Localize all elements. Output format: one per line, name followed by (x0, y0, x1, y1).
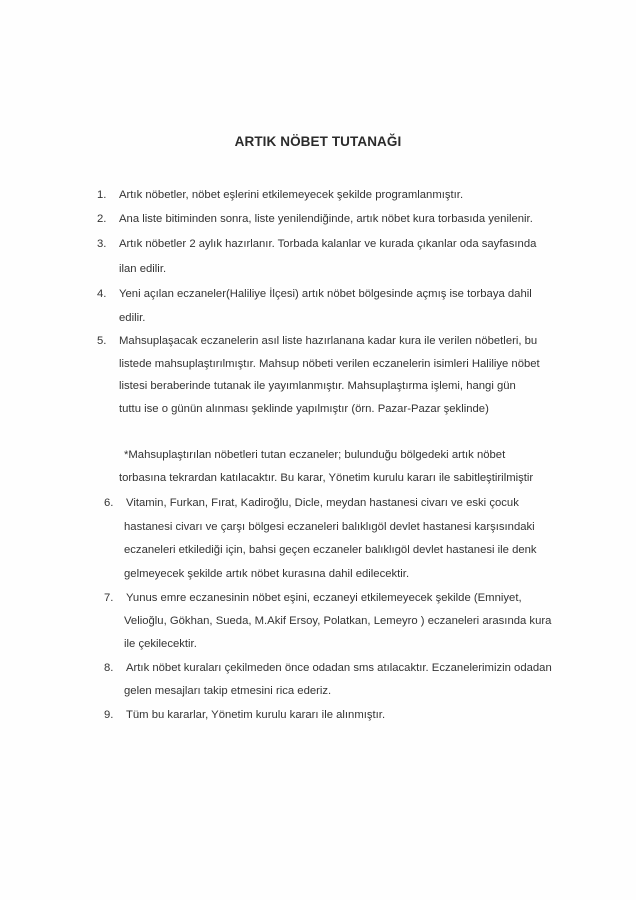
item-5-line-4: tuttu ise o günün alınması şeklinde yapılmıştır (örn. Pazar-Pazar şeklinde) (119, 403, 489, 415)
item-3-number: 3. (97, 238, 107, 250)
item-8-line-2: gelen mesajları takip etmesini rica ederiz. (124, 685, 332, 697)
note-line-1: *Mahsuplaştırılan nöbetleri tutan eczaneler; bulunduğu bölgedeki artık nöbet (124, 449, 506, 461)
item-7-number: 7. (104, 592, 114, 604)
item-9-number: 9. (104, 709, 114, 721)
item-6-line-4: gelmeyecek şekilde artık nöbet kurasına dahil edilecektir. (124, 568, 410, 580)
item-7-line-3: ile çekilecektir. (124, 638, 197, 650)
item-5-number: 5. (97, 335, 107, 347)
item-5-line-3: listesi beraberinde tutanak ile yayımlanmıştır. Mahsuplaştırma işlemi, hangi gün (119, 380, 516, 392)
item-6-line-2: hastanesi civarı ve çarşı bölgesi eczaneleri balıklıgöl devlet hastanesi karşısındaki (124, 521, 535, 533)
item-3-line-2: ilan edilir. (119, 263, 167, 275)
item-4-number: 4. (97, 288, 107, 300)
item-6-number: 6. (104, 497, 114, 509)
item-6-line-3: eczaneleri etkilediği için, bahsi geçen eczaneler balıklıgöl devlet hastanesi ile denk (124, 544, 537, 556)
item-3-line-1: Artık nöbetler 2 aylık hazırlanır. Torbada kalanlar ve kurada çıkanlar oda sayfasında (119, 238, 537, 250)
item-5-line-1: Mahsuplaşacak eczanelerin asıl liste hazırlanana kadar kura ile verilen nöbetleri, bu (119, 335, 538, 347)
item-4-line-1: Yeni açılan eczaneler(Haliliye İlçesi) artık nöbet bölgesinde açmış ise torbaya dahil (119, 288, 532, 300)
document-title: ARTIK NÖBET TUTANAĞI (234, 134, 402, 149)
item-1-line-1: Artık nöbetler, nöbet eşlerini etkilemeyecek şekilde programlanmıştır. (119, 189, 464, 201)
item-7-line-1: Yunus emre eczanesinin nöbet eşini, eczaneyi etkilemeyecek şekilde (Emniyet, (126, 592, 522, 604)
item-2-number: 2. (97, 213, 107, 225)
item-4-line-2: edilir. (119, 312, 146, 324)
note-line-2: torbasına tekrardan katılacaktır. Bu karar, Yönetim kurulu kararı ile sabitleştirilmiştir (119, 472, 534, 484)
item-7-line-2: Velioğlu, Gökhan, Sueda, M.Akif Ersoy, Polatkan, Lemeyro ) eczaneleri arasında kura (124, 615, 552, 627)
item-2-line-1: Ana liste bitiminden sonra, liste yenilendiğinde, artık nöbet kura torbasıda yenilenir. (119, 213, 533, 225)
item-9-line-1: Tüm bu kararlar, Yönetim kurulu kararı ile alınmıştır. (126, 709, 386, 721)
item-5-line-2: listede mahsuplaştırılmıştır. Mahsup nöbeti verilen eczanelerin isimleri Haliliye nöbet (119, 358, 540, 370)
item-8-line-1: Artık nöbet kuraları çekilmeden önce odadan sms atılacaktır. Eczanelerimizin odadan (126, 662, 552, 674)
item-1-number: 1. (97, 189, 107, 201)
item-8-number: 8. (104, 662, 114, 674)
item-6-line-1: Vitamin, Furkan, Fırat, Kadiroğlu, Dicle, meydan hastanesi civarı ve eski çocuk (126, 497, 519, 509)
